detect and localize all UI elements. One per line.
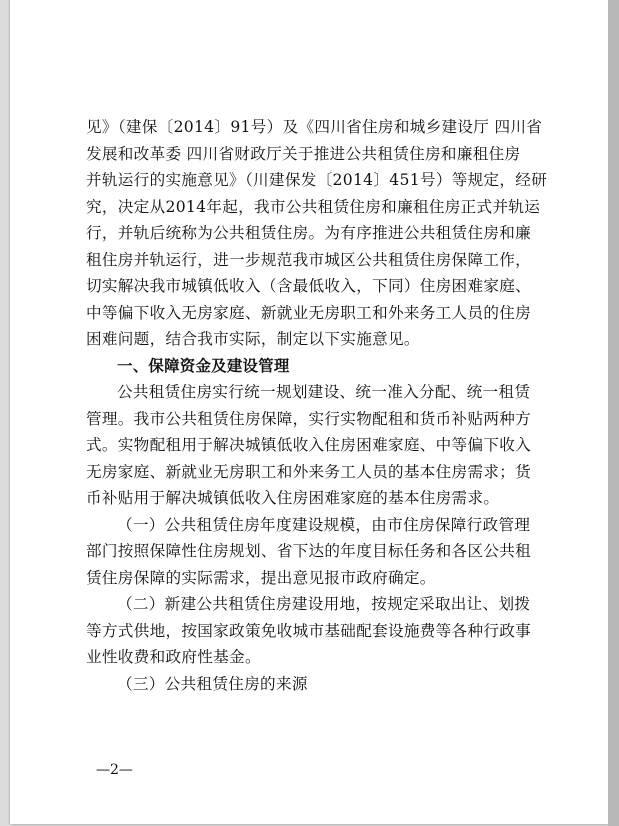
text-line: 困难问题，结合我市实际，制定以下实施意见。 xyxy=(86,330,420,348)
text-line: 赁住房保障的实际需求，提出意见报市政府确定。 xyxy=(86,568,436,587)
text-line: 业性收费和政府性基金。 xyxy=(86,648,261,666)
text-line: 见》（建保〔2014〕91号）及《四川省住房和城乡建设厅 四川省 xyxy=(86,118,543,136)
text-line: 无房家庭、新就业无房职工和外来务工人员的基本住房需求；货 xyxy=(86,462,532,481)
document-body xyxy=(86,114,552,697)
text-line: （一）公共租赁住房年度建设规模，由市住房保障行政管理 xyxy=(117,515,531,534)
text-line: （三）公共租赁住房的来源 xyxy=(117,674,308,693)
text-line: 管理。我市公共租赁住房保障，实行实物配租和货币补贴两种方 xyxy=(86,409,532,428)
text-line: 租住房并轨运行，进一步规范我市城区公共租赁住房保障工作， xyxy=(86,250,532,269)
text-line: 中等偏下收入无房家庭、新就业无房职工和外来务工人员的住房 xyxy=(86,303,532,322)
text-line: 式。实物配租用于解决城镇低收入住房困难家庭、中等偏下收入 xyxy=(86,436,532,454)
text-line: （二）新建公共租赁住房建设用地，按规定采取出让、划拨 xyxy=(117,595,531,613)
section-heading: 一、保障资金及建设管理 xyxy=(117,356,290,375)
document-page xyxy=(10,0,608,824)
text-line: 并轨运行的实施意见》（川建保发〔2014〕451号）等规定，经研 xyxy=(86,171,548,189)
page-number: —2— xyxy=(96,762,133,778)
text-line: 切实解决我市城镇低收入（含最低收入，下同）住房困难家庭、 xyxy=(86,277,532,295)
viewer-scroll-edge xyxy=(608,0,619,826)
text-line: 币补贴用于解决城镇低收入住房困难家庭的基本住房需求。 xyxy=(86,489,500,507)
text-line: 公共租赁住房实行统一规划建设、统一准入分配、统一租赁 xyxy=(117,383,531,401)
text-line: 等方式供地，按国家政策免收城市基础配套设施费等各种行政事 xyxy=(86,621,532,640)
text-line: 究，决定从2014年起，我市公共租赁住房和廉租住房正式并轨运 xyxy=(86,197,541,216)
text-line: 发展和改革委 四川省财政厅关于推进公共租赁住房和廉租住房 xyxy=(86,144,521,163)
text-line: 部门按照保障性住房规划、省下达的年度目标任务和各区公共租 xyxy=(86,542,532,560)
text-line: 行，并轨后统称为公共租赁住房。为有序推进公共租赁住房和廉 xyxy=(86,224,532,242)
